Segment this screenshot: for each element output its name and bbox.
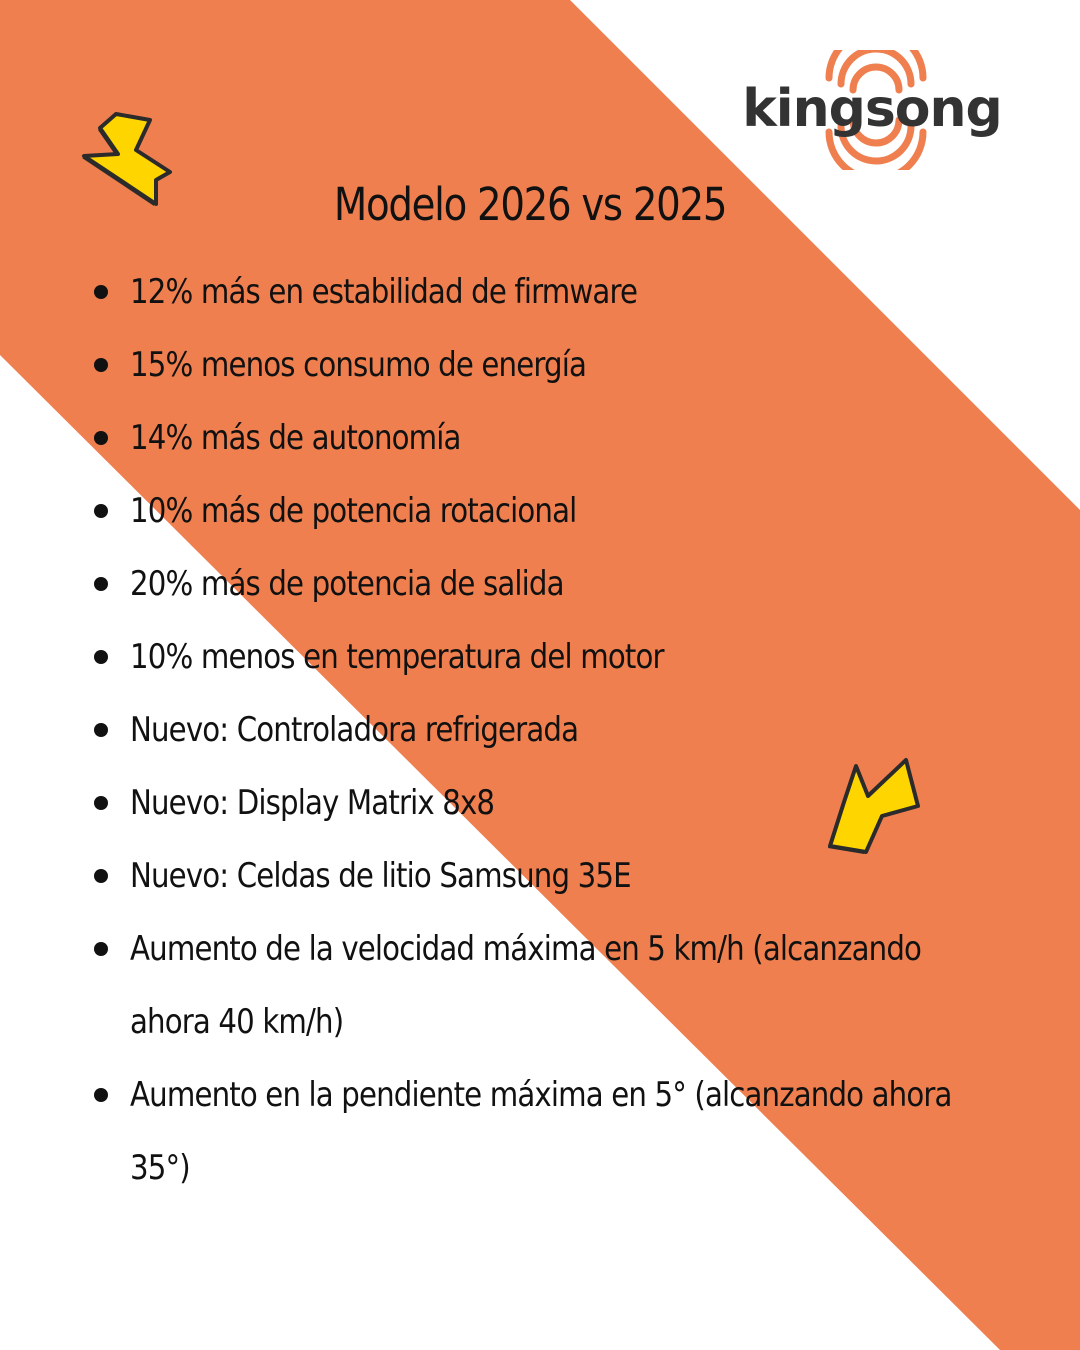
list-item [90, 329, 1080, 402]
bullet-icon [94, 358, 108, 372]
logo-text: kingsong [742, 79, 1002, 139]
feature-text: Nuevo: Display Matrix 8x8 [130, 783, 495, 823]
list-item [90, 694, 1080, 767]
bullet-icon [94, 942, 108, 956]
feature-text: Aumento de la velocidad máxima en 5 km/h (alcanzando ahora 40 km/h) [130, 929, 922, 1042]
bullet-icon [94, 1088, 108, 1102]
list-item [90, 1059, 1080, 1205]
bullet-icon [94, 504, 108, 518]
list-item [90, 913, 1080, 1059]
feature-text: Nuevo: Controladora refrigerada [130, 710, 579, 750]
bullet-icon [94, 869, 108, 883]
feature-text: 10% más de potencia rotacional [130, 491, 577, 531]
feature-text: 12% más en estabilidad de firmware [130, 272, 638, 312]
list-item [90, 548, 1080, 621]
feature-text: 10% menos en temperatura del motor [130, 637, 664, 677]
list-item [90, 767, 1080, 840]
list-item [90, 256, 1080, 329]
feature-text: Aumento en la pendiente máxima en 5° (alcanzando ahora 35°) [130, 1075, 952, 1188]
bullet-icon [94, 431, 108, 445]
list-item [90, 840, 1080, 913]
feature-list [90, 256, 1080, 1205]
feature-text: Nuevo: Celdas de litio Samsung 35E [130, 856, 631, 896]
list-item [90, 402, 1080, 475]
bullet-icon [94, 285, 108, 299]
feature-text: 15% menos consumo de energía [130, 345, 587, 385]
bullet-icon [94, 650, 108, 664]
list-item [90, 475, 1080, 548]
kingsong-logo [722, 50, 1022, 170]
feature-text: 14% más de autonomía [130, 418, 461, 458]
list-item [90, 621, 1080, 694]
bullet-icon [94, 723, 108, 737]
page-title: Modelo 2026 vs 2025 [333, 178, 727, 231]
feature-text: 20% más de potencia de salida [130, 564, 564, 604]
bullet-icon [94, 796, 108, 810]
bullet-icon [94, 577, 108, 591]
